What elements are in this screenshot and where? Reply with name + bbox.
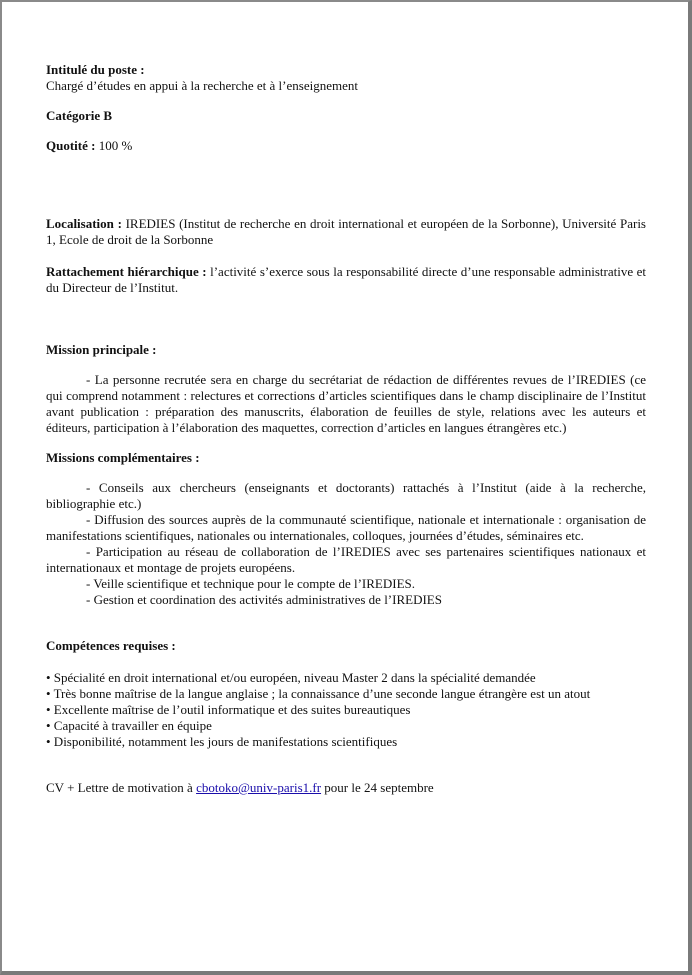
quotite <box>46 138 646 154</box>
contact-prefix: CV + Lettre de motivation à <box>46 780 197 795</box>
quotite-value: 100 % <box>95 138 133 153</box>
rattachement <box>46 264 646 296</box>
competence-item: • Capacité à travailler en équipe <box>46 718 212 733</box>
competences-title: Compétences requises : <box>46 638 176 653</box>
document-page <box>46 62 646 796</box>
competence-item: • Très bonne maîtrise de la langue anglaise ; la connaissance d’une seconde langue étrangère est un atout <box>46 686 591 701</box>
rattachement-value: l’activité s’exerce sous la responsabilité directe d’une responsable administrative et du Directeur de l’Institut. <box>46 264 646 295</box>
mission-item: - Participation au réseau de collaboration de l’IREDIES avec ses partenaires scientifiques nationaux et internationaux et montage de projets européens. <box>46 544 646 575</box>
contact-email-link[interactable]: cbotoko@univ-paris1.fr <box>196 780 322 795</box>
missions-complementaires-list <box>46 480 646 608</box>
competence-item: • Excellente maîtrise de l’outil informatique et des suites bureautiques <box>46 702 411 717</box>
contact-suffix: pour le 24 septembre <box>321 780 434 795</box>
competences-list <box>46 670 646 750</box>
competence-item: • Spécialité en droit international et/ou européen, niveau Master 2 dans la spécialité demandée <box>46 670 536 685</box>
mission-principale-text: - La personne recrutée sera en charge du secrétariat de rédaction de différentes revues de l’IREDIES (ce qui comprend notamment : relectures et corrections d’articles scientifiques dans le champ disciplinaire de l’Institut avant publication : préparation des manuscrits, élaboration de feuilles de style, relations avec les auteurs et éditeurs, participation à l’élaboration des maquettes, correction d’articles en langues étrangères etc.) <box>46 372 646 435</box>
rattachement-label: Rattachement hiérarchique : <box>46 264 207 279</box>
quotite-label: Quotité : <box>46 138 96 153</box>
mission-item: - Diffusion des sources auprès de la communauté scientifique, nationale et internationale : organisation de manifestations scientifiques, nationales ou internationales, colloques, journées d’études, séminaires etc. <box>46 512 646 543</box>
localisation-label: Localisation : <box>46 216 122 231</box>
mission-item: - Gestion et coordination des activités administratives de l’IREDIES <box>86 592 442 607</box>
mission-principale-title: Mission principale : <box>46 342 157 357</box>
contact-line <box>46 780 646 796</box>
mission-item: - Veille scientifique et technique pour le compte de l’IREDIES. <box>86 576 415 591</box>
missions-complementaires-title: Missions complémentaires : <box>46 450 200 465</box>
categorie: Catégorie B <box>46 108 113 123</box>
competence-item: • Disponibilité, notamment les jours de manifestations scientifiques <box>46 734 398 749</box>
intitule-value: Chargé d’études en appui à la recherche et à l’enseignement <box>46 78 358 93</box>
intitule-label: Intitulé du poste : <box>46 62 145 77</box>
localisation-value: IREDIES (Institut de recherche en droit international et européen de la Sorbonne), Université Paris 1, Ecole de droit de la Sorbonne <box>46 216 646 247</box>
localisation <box>46 216 646 248</box>
mission-item: - Conseils aux chercheurs (enseignants et doctorants) rattachés à l’Institut (aide à la recherche, bibliographie etc.) <box>46 480 646 511</box>
